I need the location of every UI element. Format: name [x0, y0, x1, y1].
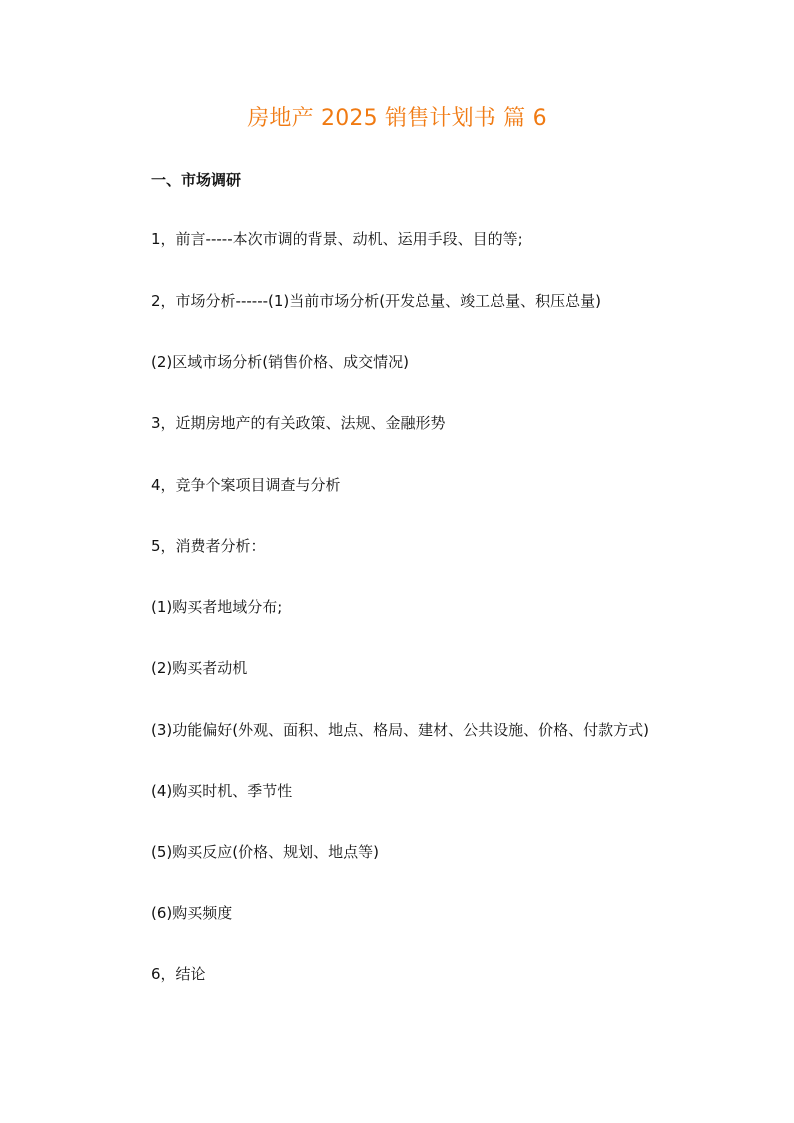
paragraph-line: (3)功能偏好(外观、面积、地点、格局、建材、公共设施、价格、付款方式) — [151, 721, 649, 739]
paragraph-line: (4)购买时机、季节性 — [151, 782, 293, 800]
paragraph-line: (1)购买者地域分布; — [151, 598, 283, 616]
paragraph-line: 3，近期房地产的有关政策、法规、金融形势 — [151, 414, 446, 432]
paragraph-line: (2)区域市场分析(销售价格、成交情况) — [151, 353, 409, 371]
paragraph-line: 2，市场分析------(1)当前市场分析(开发总量、竣工总量、积压总量) — [151, 292, 601, 310]
paragraph-line: (6)购买频度 — [151, 904, 233, 922]
document-title: 房地产 2025 销售计划书 篇 6 — [247, 106, 547, 131]
paragraph-line: (5)购买反应(价格、规划、地点等) — [151, 843, 379, 861]
paragraph-line: (2)购买者动机 — [151, 659, 248, 677]
paragraph-line: 5，消费者分析： — [151, 537, 266, 555]
paragraph-line: 6，结论 — [151, 965, 206, 983]
paragraph-line: 1，前言-----本次市调的背景、动机、运用手段、目的等; — [151, 230, 523, 248]
paragraph-line: 4，竞争个案项目调查与分析 — [151, 476, 341, 494]
section-heading: 一、市场调研 — [151, 171, 242, 189]
